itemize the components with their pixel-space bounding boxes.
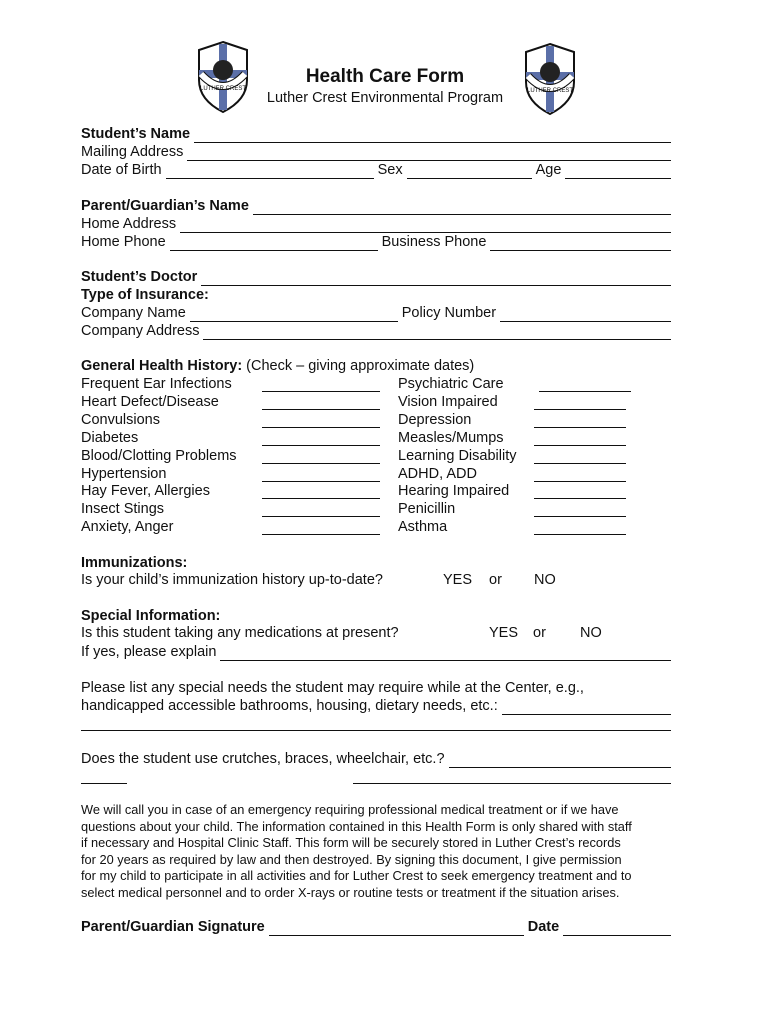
- special-needs-field-extra[interactable]: [81, 716, 671, 731]
- history-date-field-right[interactable]: [534, 449, 626, 464]
- immunization-yes[interactable]: YES: [443, 572, 473, 588]
- mailing-address-row: [81, 143, 671, 161]
- history-date-field-left[interactable]: [262, 467, 380, 482]
- history-date-field-left[interactable]: [262, 520, 380, 535]
- immunizations-heading: Immunizations:: [81, 555, 188, 571]
- signature-row: [81, 918, 671, 936]
- consent-line: select medical personnel and to order X-rays or routine tests or treatment if the situation arises.: [81, 884, 620, 900]
- special-heading: Special Information:: [81, 608, 221, 624]
- student-name-row: [81, 125, 671, 143]
- special-needs-line1: Please list any special needs the student may require while at the Center, e.g.,: [81, 680, 584, 696]
- history-date-field-right[interactable]: [534, 431, 626, 446]
- consent-line: questions about your child. The information contained in this Health Form is only shared with staff: [81, 818, 632, 834]
- student-name-label: Student’s Name: [81, 126, 191, 142]
- immunization-question: Is your child’s immunization history up-to-date?: [81, 572, 383, 588]
- history-date-field-right[interactable]: [534, 395, 626, 410]
- medication-question: Is this student taking any medications at present?: [81, 625, 399, 641]
- insurance-row: [81, 286, 671, 304]
- home-address-label: Home Address: [81, 216, 177, 232]
- dob-label: Date of Birth: [81, 162, 162, 178]
- student-name-field[interactable]: [194, 127, 671, 143]
- date-label: Date: [527, 919, 560, 935]
- consent-line: for 20 years as required by law and then destroyed. By signing this document, I give permission: [81, 851, 622, 867]
- history-item-right: Asthma: [398, 519, 448, 536]
- consent-line: We will call you in case of an emergency requiring professional medical treatment or if we have: [81, 802, 619, 817]
- history-item-right: Learning Disability: [398, 447, 517, 464]
- history-date-field-left[interactable]: [262, 377, 380, 392]
- home-address-field[interactable]: [180, 217, 671, 233]
- history-date-field-left[interactable]: [262, 413, 380, 428]
- history-item-left: Heart Defect/Disease: [81, 393, 219, 410]
- immunization-or: or: [489, 572, 502, 588]
- logo-lettering: LUTHER CREST: [199, 86, 247, 92]
- phone-row: [81, 233, 671, 251]
- history-item-left: Hay Fever, Allergies: [81, 483, 210, 500]
- history-item-right: Depression: [398, 411, 472, 428]
- history-item-left: Insect Stings: [81, 501, 165, 518]
- dob-row: [81, 161, 671, 179]
- medication-yes[interactable]: YES: [489, 625, 519, 641]
- history-item-right: Penicillin: [398, 501, 456, 518]
- history-date-field-right[interactable]: [534, 502, 626, 517]
- home-address-row: [81, 215, 671, 233]
- company-address-field[interactable]: [203, 324, 671, 340]
- immunizations-heading-row: [81, 554, 671, 572]
- history-date-field-left[interactable]: [262, 502, 380, 517]
- history-item-left: Frequent Ear Infections: [81, 376, 232, 392]
- consent-line: for my child to participate in all activities and for Luther Crest to seek emergency treatment and to: [81, 868, 632, 883]
- logo-lettering: LUTHER CREST: [526, 88, 574, 94]
- history-item-left: Convulsions: [81, 411, 160, 428]
- history-heading-row: [81, 357, 671, 375]
- immunization-no[interactable]: NO: [534, 572, 556, 588]
- equipment-field[interactable]: [449, 752, 671, 768]
- consent-line: if necessary and Hospital Clinic Staff. This form will be securely stored in Luther Crest’s records: [81, 835, 621, 850]
- equipment-question: Does the student use crutches, braces, wheelchair, etc.?: [81, 751, 445, 767]
- medication-or: or: [533, 625, 546, 641]
- history-date-field-left[interactable]: [262, 395, 380, 410]
- history-item-left: Diabetes: [81, 429, 139, 446]
- signature-field[interactable]: [269, 920, 524, 936]
- policy-number-field[interactable]: [500, 306, 671, 322]
- mailing-address-label: Mailing Address: [81, 144, 184, 160]
- company-address-row: [81, 322, 671, 340]
- history-item-right: Hearing Impaired: [398, 483, 510, 500]
- special-needs-field[interactable]: [502, 699, 671, 715]
- sex-label: Sex: [377, 162, 403, 178]
- insurance-label: Type of Insurance:: [81, 287, 209, 303]
- home-phone-field[interactable]: [170, 235, 378, 251]
- date-field[interactable]: [563, 920, 671, 936]
- parent-name-field[interactable]: [253, 199, 671, 215]
- business-phone-label: Business Phone: [381, 234, 487, 250]
- company-name-label: Company Name: [81, 305, 186, 321]
- history-date-field-left[interactable]: [262, 484, 380, 499]
- company-name-field[interactable]: [190, 306, 398, 322]
- special-needs-line2: handicapped accessible bathrooms, housing, dietary needs, etc.:: [81, 698, 498, 714]
- form-subtitle: Luther Crest Environmental Program: [266, 90, 504, 106]
- history-item-right: ADHD, ADD: [398, 465, 477, 482]
- history-date-field-left[interactable]: [262, 449, 380, 464]
- consent-paragraph: [81, 802, 681, 901]
- history-date-field-right[interactable]: [534, 413, 626, 428]
- history-date-field-right[interactable]: [534, 520, 626, 535]
- company-address-label: Company Address: [81, 323, 200, 339]
- doctor-label: Student’s Doctor: [81, 269, 198, 285]
- special-heading-row: [81, 607, 671, 625]
- equipment-field-extra-right[interactable]: [353, 769, 671, 784]
- doctor-field[interactable]: [201, 270, 671, 286]
- history-item-left: Anxiety, Anger: [81, 519, 174, 536]
- history-date-field-right[interactable]: [539, 377, 631, 392]
- special-needs-row: [81, 697, 671, 715]
- history-item-right: Vision Impaired: [398, 393, 498, 410]
- history-item-left: Hypertension: [81, 465, 167, 482]
- signature-label: Parent/Guardian Signature: [81, 919, 265, 935]
- history-item-left: Blood/Clotting Problems: [81, 447, 237, 464]
- history-date-field-right[interactable]: [534, 467, 626, 482]
- doctor-row: [81, 268, 671, 286]
- history-heading: General Health History:: [81, 358, 243, 374]
- explain-label: If yes, please explain: [81, 644, 217, 660]
- history-date-field-left[interactable]: [262, 431, 380, 446]
- business-phone-field[interactable]: [490, 235, 671, 251]
- mailing-address-field[interactable]: [187, 145, 671, 161]
- explain-field[interactable]: [220, 645, 671, 661]
- sex-field[interactable]: [407, 163, 532, 179]
- equipment-row: [81, 750, 671, 768]
- age-label: Age: [535, 162, 562, 178]
- age-field[interactable]: [565, 163, 671, 179]
- parent-name-row: [81, 197, 671, 215]
- equipment-field-extra-left[interactable]: [81, 769, 127, 784]
- explain-row: [81, 643, 671, 661]
- history-date-field-right[interactable]: [534, 484, 626, 499]
- history-item-right: Psychiatric Care: [398, 376, 504, 392]
- medication-no[interactable]: NO: [580, 625, 602, 641]
- history-note: (Check – giving approximate dates): [246, 358, 475, 374]
- dob-field[interactable]: [166, 163, 374, 179]
- parent-name-label: Parent/Guardian’s Name: [81, 198, 249, 214]
- home-phone-label: Home Phone: [81, 234, 166, 250]
- history-item-right: Measles/Mumps: [398, 429, 504, 446]
- company-row: [81, 304, 671, 322]
- policy-number-label: Policy Number: [401, 305, 497, 321]
- form-title: Health Care Form: [305, 66, 465, 87]
